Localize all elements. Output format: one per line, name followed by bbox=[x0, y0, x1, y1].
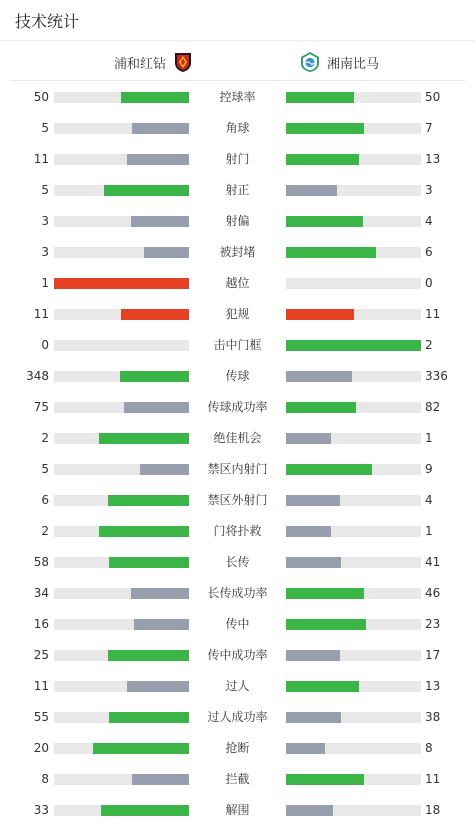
team-divider bbox=[10, 80, 465, 81]
stat-label: 长传成功率 bbox=[207, 586, 268, 600]
away-stat-bar-fill bbox=[286, 743, 325, 754]
away-stat-bar-fill bbox=[286, 805, 333, 816]
away-stat-value: 11 bbox=[425, 307, 441, 321]
away-stat-bar-fill bbox=[286, 216, 363, 227]
home-stat-value: 5 bbox=[41, 462, 49, 476]
home-stat-bar-fill bbox=[120, 371, 189, 382]
stat-label: 角球 bbox=[225, 121, 250, 135]
home-stat-bar-track bbox=[54, 216, 189, 227]
stat-row bbox=[0, 82, 475, 113]
away-stat-bar-fill bbox=[286, 712, 341, 723]
away-stat-value: 9 bbox=[425, 462, 433, 476]
stat-row bbox=[0, 671, 475, 702]
home-stat-bar-fill bbox=[127, 681, 189, 692]
stat-label: 长传 bbox=[225, 555, 250, 569]
home-stat-bar-fill bbox=[124, 402, 189, 413]
stat-label: 犯规 bbox=[225, 307, 250, 321]
away-team-header bbox=[293, 49, 379, 75]
home-stat-bar-track bbox=[54, 805, 189, 816]
away-stat-bar-track bbox=[286, 464, 421, 475]
stat-row bbox=[0, 423, 475, 454]
home-stat-bar-track bbox=[54, 743, 189, 754]
home-stat-value: 8 bbox=[41, 772, 49, 786]
away-stat-bar-track bbox=[286, 340, 421, 351]
stat-row bbox=[0, 268, 475, 299]
home-stat-value: 3 bbox=[41, 214, 49, 228]
stat-label: 传中成功率 bbox=[207, 648, 268, 662]
away-stat-bar-track bbox=[286, 371, 421, 382]
away-stat-bar-track bbox=[286, 185, 421, 196]
away-stat-bar-track bbox=[286, 154, 421, 165]
home-stat-bar-fill bbox=[131, 216, 189, 227]
home-stat-bar-fill bbox=[109, 557, 189, 568]
home-stat-bar-fill bbox=[134, 619, 189, 630]
home-stat-bar-fill bbox=[108, 495, 189, 506]
home-stat-value: 2 bbox=[41, 431, 49, 445]
home-stat-bar-fill bbox=[132, 123, 189, 134]
away-stat-bar-track bbox=[286, 526, 421, 537]
away-stat-bar-fill bbox=[286, 340, 421, 351]
stat-row bbox=[0, 144, 475, 175]
home-stat-bar-fill bbox=[108, 650, 189, 661]
home-team-header bbox=[114, 49, 200, 75]
stat-label: 过人 bbox=[225, 679, 250, 693]
away-stat-bar-fill bbox=[286, 402, 356, 413]
page-title: 技术统计 bbox=[15, 12, 80, 31]
home-stat-value: 2 bbox=[41, 524, 49, 538]
stat-row bbox=[0, 361, 475, 392]
away-stat-bar-fill bbox=[286, 371, 352, 382]
home-stat-value: 33 bbox=[33, 803, 49, 817]
home-stat-bar-fill bbox=[101, 805, 189, 816]
away-stat-bar-track bbox=[286, 123, 421, 134]
away-stat-bar-fill bbox=[286, 433, 331, 444]
away-stat-value: 336 bbox=[425, 369, 448, 383]
urawa-red-diamonds-crest-icon bbox=[172, 51, 194, 73]
stat-row bbox=[0, 113, 475, 144]
away-stat-value: 46 bbox=[425, 586, 441, 600]
stat-label: 传球 bbox=[225, 369, 250, 383]
home-stat-value: 1 bbox=[41, 276, 49, 290]
home-stat-bar-track bbox=[54, 371, 189, 382]
home-stat-bar-track bbox=[54, 278, 189, 289]
home-stat-bar-fill bbox=[93, 743, 189, 754]
away-stat-bar-track bbox=[286, 278, 421, 289]
home-stat-value: 55 bbox=[33, 710, 49, 724]
stat-label: 被封堵 bbox=[219, 245, 256, 259]
stat-label: 传球成功率 bbox=[207, 400, 268, 414]
home-stat-value: 75 bbox=[33, 400, 49, 414]
stat-label: 射门 bbox=[225, 152, 250, 166]
home-stat-bar-fill bbox=[144, 247, 189, 258]
home-stat-bar-fill bbox=[109, 712, 189, 723]
home-stat-bar-track bbox=[54, 247, 189, 258]
home-stat-bar-track bbox=[54, 433, 189, 444]
away-stat-bar-fill bbox=[286, 495, 340, 506]
away-stat-bar-track bbox=[286, 805, 421, 816]
home-stat-value: 5 bbox=[41, 183, 49, 197]
away-stat-bar-fill bbox=[286, 309, 354, 320]
home-stat-bar-fill bbox=[132, 774, 189, 785]
stat-label: 门将扑救 bbox=[213, 524, 262, 538]
away-stat-value: 4 bbox=[425, 493, 433, 507]
away-stat-value: 13 bbox=[425, 152, 441, 166]
home-stat-bar-track bbox=[54, 340, 189, 351]
home-team-name: 浦和红钻 bbox=[114, 56, 167, 72]
home-stat-bar-track bbox=[54, 774, 189, 785]
home-stat-value: 3 bbox=[41, 245, 49, 259]
away-stat-value: 23 bbox=[425, 617, 441, 631]
home-stat-value: 34 bbox=[33, 586, 49, 600]
away-stat-bar-fill bbox=[286, 774, 364, 785]
away-stat-bar-track bbox=[286, 712, 421, 723]
home-stat-bar-track bbox=[54, 154, 189, 165]
stat-label: 过人成功率 bbox=[207, 710, 268, 724]
away-stat-bar-track bbox=[286, 557, 421, 568]
away-stat-bar-fill bbox=[286, 123, 364, 134]
home-stat-bar-fill bbox=[104, 185, 189, 196]
stats-list bbox=[0, 82, 475, 826]
home-stat-bar-fill bbox=[121, 92, 189, 103]
home-stat-value: 11 bbox=[33, 152, 49, 166]
stat-row bbox=[0, 299, 475, 330]
away-stat-bar-track bbox=[286, 309, 421, 320]
home-stat-value: 58 bbox=[33, 555, 49, 569]
home-stat-bar-track bbox=[54, 681, 189, 692]
stat-row bbox=[0, 547, 475, 578]
away-stat-bar-fill bbox=[286, 557, 341, 568]
away-stat-value: 6 bbox=[425, 245, 433, 259]
home-stat-bar-track bbox=[54, 495, 189, 506]
home-stat-value: 0 bbox=[41, 338, 49, 352]
stat-label: 禁区外射门 bbox=[207, 493, 268, 507]
home-stat-bar-fill bbox=[127, 154, 189, 165]
away-stat-bar-track bbox=[286, 619, 421, 630]
away-stat-value: 18 bbox=[425, 803, 441, 817]
home-stat-bar-fill bbox=[99, 433, 189, 444]
stat-row bbox=[0, 330, 475, 361]
home-stat-bar-track bbox=[54, 402, 189, 413]
home-stat-bar-fill bbox=[131, 588, 189, 599]
stat-label: 击中门框 bbox=[213, 338, 262, 352]
away-stat-value: 38 bbox=[425, 710, 441, 724]
away-stat-bar-fill bbox=[286, 154, 359, 165]
away-team-name: 湘南比马 bbox=[327, 56, 380, 72]
home-stat-bar-track bbox=[54, 309, 189, 320]
stat-row bbox=[0, 764, 475, 795]
stat-label: 拦截 bbox=[225, 772, 250, 786]
title-divider bbox=[0, 40, 475, 41]
home-stat-value: 20 bbox=[33, 741, 49, 755]
home-stat-bar-track bbox=[54, 123, 189, 134]
home-stat-value: 348 bbox=[26, 369, 49, 383]
away-stat-bar-fill bbox=[286, 681, 359, 692]
home-stat-bar-track bbox=[54, 650, 189, 661]
home-stat-bar-track bbox=[54, 185, 189, 196]
shonan-bellmare-crest-icon bbox=[299, 51, 321, 73]
away-stat-value: 1 bbox=[425, 524, 433, 538]
away-stat-bar-track bbox=[286, 774, 421, 785]
stat-label: 解围 bbox=[225, 803, 250, 817]
stat-row bbox=[0, 206, 475, 237]
stat-row bbox=[0, 578, 475, 609]
stat-row bbox=[0, 454, 475, 485]
home-stat-bar-track bbox=[54, 464, 189, 475]
away-stat-bar-track bbox=[286, 247, 421, 258]
stat-row bbox=[0, 702, 475, 733]
stat-row bbox=[0, 795, 475, 826]
stat-label: 射正 bbox=[225, 183, 250, 197]
away-stat-value: 2 bbox=[425, 338, 433, 352]
away-stat-bar-track bbox=[286, 743, 421, 754]
away-stat-bar-fill bbox=[286, 464, 372, 475]
home-stat-value: 5 bbox=[41, 121, 49, 135]
home-stat-bar-fill bbox=[121, 309, 189, 320]
home-stat-bar-track bbox=[54, 92, 189, 103]
away-stat-value: 11 bbox=[425, 772, 441, 786]
away-stat-value: 8 bbox=[425, 741, 433, 755]
home-stat-value: 25 bbox=[33, 648, 49, 662]
home-stat-value: 6 bbox=[41, 493, 49, 507]
stat-label: 传中 bbox=[225, 617, 250, 631]
stat-row bbox=[0, 392, 475, 423]
home-stat-bar-fill bbox=[54, 278, 189, 289]
stat-row bbox=[0, 733, 475, 764]
away-stat-bar-fill bbox=[286, 185, 337, 196]
stat-label: 射偏 bbox=[225, 214, 250, 228]
home-stat-value: 16 bbox=[33, 617, 49, 631]
stat-row bbox=[0, 609, 475, 640]
away-stat-value: 17 bbox=[425, 648, 441, 662]
away-stat-value: 50 bbox=[425, 90, 441, 104]
home-stat-bar-track bbox=[54, 712, 189, 723]
home-stat-bar-track bbox=[54, 557, 189, 568]
stat-row bbox=[0, 640, 475, 671]
home-stat-bar-track bbox=[54, 619, 189, 630]
away-stat-bar-track bbox=[286, 588, 421, 599]
stat-label: 抢断 bbox=[225, 741, 250, 755]
home-stat-bar-track bbox=[54, 526, 189, 537]
stat-row bbox=[0, 485, 475, 516]
away-stat-value: 41 bbox=[425, 555, 441, 569]
away-stat-bar-fill bbox=[286, 650, 340, 661]
away-stat-value: 82 bbox=[425, 400, 441, 414]
away-stat-bar-track bbox=[286, 681, 421, 692]
away-stat-bar-track bbox=[286, 650, 421, 661]
home-stat-value: 50 bbox=[33, 90, 49, 104]
home-stat-bar-fill bbox=[140, 464, 189, 475]
home-stat-value: 11 bbox=[33, 307, 49, 321]
stat-label: 绝佳机会 bbox=[213, 431, 262, 445]
away-stat-bar-track bbox=[286, 92, 421, 103]
stat-row bbox=[0, 237, 475, 268]
away-stat-bar-track bbox=[286, 433, 421, 444]
stat-row bbox=[0, 175, 475, 206]
away-stat-bar-track bbox=[286, 495, 421, 506]
away-stat-bar-fill bbox=[286, 247, 376, 258]
home-stat-bar-fill bbox=[99, 526, 189, 537]
away-stat-bar-track bbox=[286, 402, 421, 413]
away-stat-bar-fill bbox=[286, 619, 366, 630]
away-stat-value: 13 bbox=[425, 679, 441, 693]
away-stat-value: 4 bbox=[425, 214, 433, 228]
stat-row bbox=[0, 516, 475, 547]
away-stat-value: 3 bbox=[425, 183, 433, 197]
away-stat-bar-track bbox=[286, 216, 421, 227]
stat-label: 禁区内射门 bbox=[207, 462, 268, 476]
away-stat-value: 0 bbox=[425, 276, 433, 290]
away-stat-value: 1 bbox=[425, 431, 433, 445]
away-stat-value: 7 bbox=[425, 121, 433, 135]
stat-label: 越位 bbox=[225, 276, 250, 290]
home-stat-value: 11 bbox=[33, 679, 49, 693]
stat-label: 控球率 bbox=[219, 90, 256, 104]
home-stat-bar-track bbox=[54, 588, 189, 599]
away-stat-bar-fill bbox=[286, 92, 354, 103]
away-stat-bar-fill bbox=[286, 588, 364, 599]
away-stat-bar-fill bbox=[286, 526, 331, 537]
